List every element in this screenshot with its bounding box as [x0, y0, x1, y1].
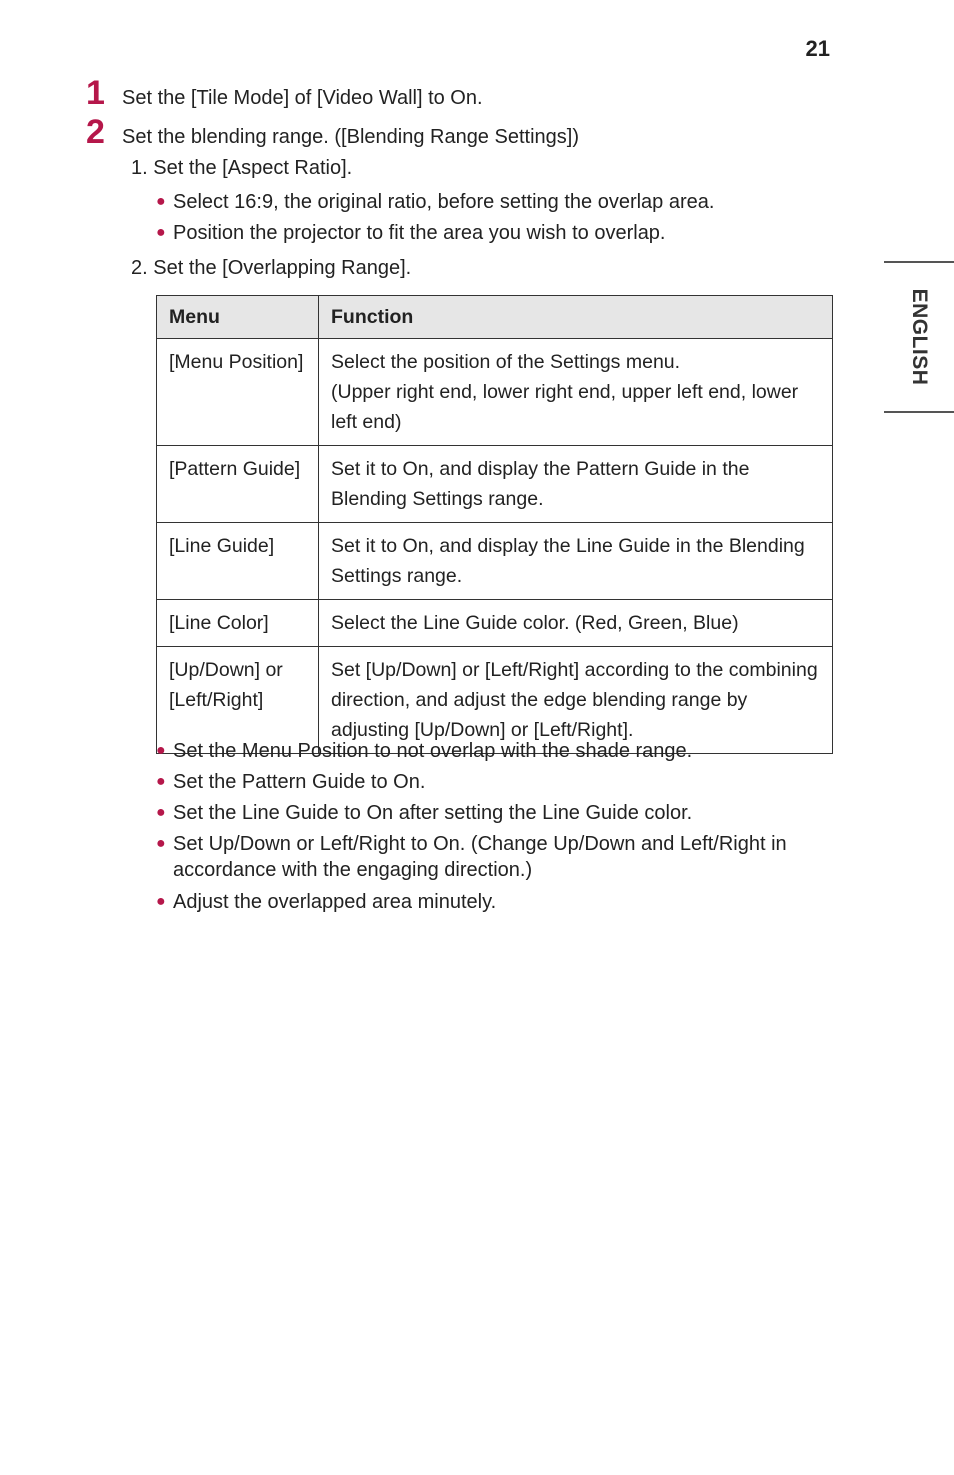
step-number: 1: [86, 74, 105, 112]
menu-cell: [Line Guide]: [157, 523, 319, 600]
function-text: Select the position of the Settings menu.: [331, 351, 681, 373]
bullet-text: Set the Line Guide to On after setting the Line Guide color.: [173, 802, 693, 824]
step-text: Set the [Tile Mode] of [Video Wall] to On.: [122, 87, 483, 109]
step-text: Set the blending range. ([Blending Range Settings]): [122, 126, 579, 148]
function-cell: [319, 339, 833, 446]
bullet-item: [156, 889, 816, 915]
substep-overlapping-range: 2. Set the [Overlapping Range].: [131, 257, 412, 279]
settings-table: [156, 295, 833, 754]
bullet-dot-icon: ●: [156, 835, 166, 852]
substep-aspect-ratio: 1. Set the [Aspect Ratio].: [131, 157, 353, 179]
language-side-tab: [884, 261, 954, 413]
function-cell: [319, 446, 833, 523]
page-number: 21: [805, 36, 830, 61]
step-1: [86, 76, 483, 110]
table-row: [157, 446, 833, 523]
bullet-dot-icon: ●: [156, 193, 166, 210]
bullet-dot-icon: ●: [156, 773, 166, 790]
bullet-text: Set the Menu Position to not overlap with the shade range.: [173, 740, 693, 762]
bullet-item: [156, 189, 816, 215]
bullet-text: Position the projector to fit the area you wish to overlap.: [173, 222, 666, 244]
table-row: [157, 339, 833, 446]
menu-cell: [Menu Position]: [157, 339, 319, 446]
function-cell: [319, 600, 833, 647]
bullet-item: [156, 220, 816, 246]
bullet-dot-icon: ●: [156, 893, 166, 910]
column-header-menu: Menu: [157, 296, 319, 339]
language-label: ENGLISH: [908, 288, 931, 386]
function-text: Set it to On, and display the Line Guide in the Blending Settings range.: [331, 535, 805, 587]
function-text: Set it to On, and display the Pattern Guide in the Blending Settings range.: [331, 458, 750, 510]
table-header-row: [157, 296, 833, 339]
bullet-text: Select 16:9, the original ratio, before setting the overlap area.: [173, 191, 715, 213]
bullet-dot-icon: ●: [156, 742, 166, 759]
column-header-function: Function: [319, 296, 833, 339]
bullet-dot-icon: ●: [156, 804, 166, 821]
menu-cell: [Line Color]: [157, 600, 319, 647]
step-number: 2: [86, 113, 105, 151]
function-text: Set [Up/Down] or [Left/Right] according to the combining direction, and adjust the edge blending range by adjusting [Up/Down] or [Left/Right].: [331, 659, 818, 741]
bullet-text: Set Up/Down or Left/Right to On. (Change Up/Down and Left/Right in accordance with the engaging direction.): [173, 833, 787, 881]
menu-cell: [Up/Down] or [Left/Right]: [157, 647, 319, 754]
menu-cell: [Pattern Guide]: [157, 446, 319, 523]
bullet-text: Set the Pattern Guide to On.: [173, 771, 426, 793]
bullet-item: [156, 800, 816, 826]
table-row: [157, 600, 833, 647]
bullet-item: [156, 831, 816, 883]
bullet-item: [156, 738, 816, 764]
step-2: [86, 115, 579, 149]
table-row: [157, 523, 833, 600]
function-text: Select the Line Guide color. (Red, Green, Blue): [331, 612, 739, 634]
function-cell: [319, 523, 833, 600]
bullet-dot-icon: ●: [156, 224, 166, 241]
bullet-item: [156, 769, 816, 795]
bullet-text: Adjust the overlapped area minutely.: [173, 891, 497, 913]
function-text: (Upper right end, lower right end, upper left end, lower left end): [331, 381, 799, 433]
